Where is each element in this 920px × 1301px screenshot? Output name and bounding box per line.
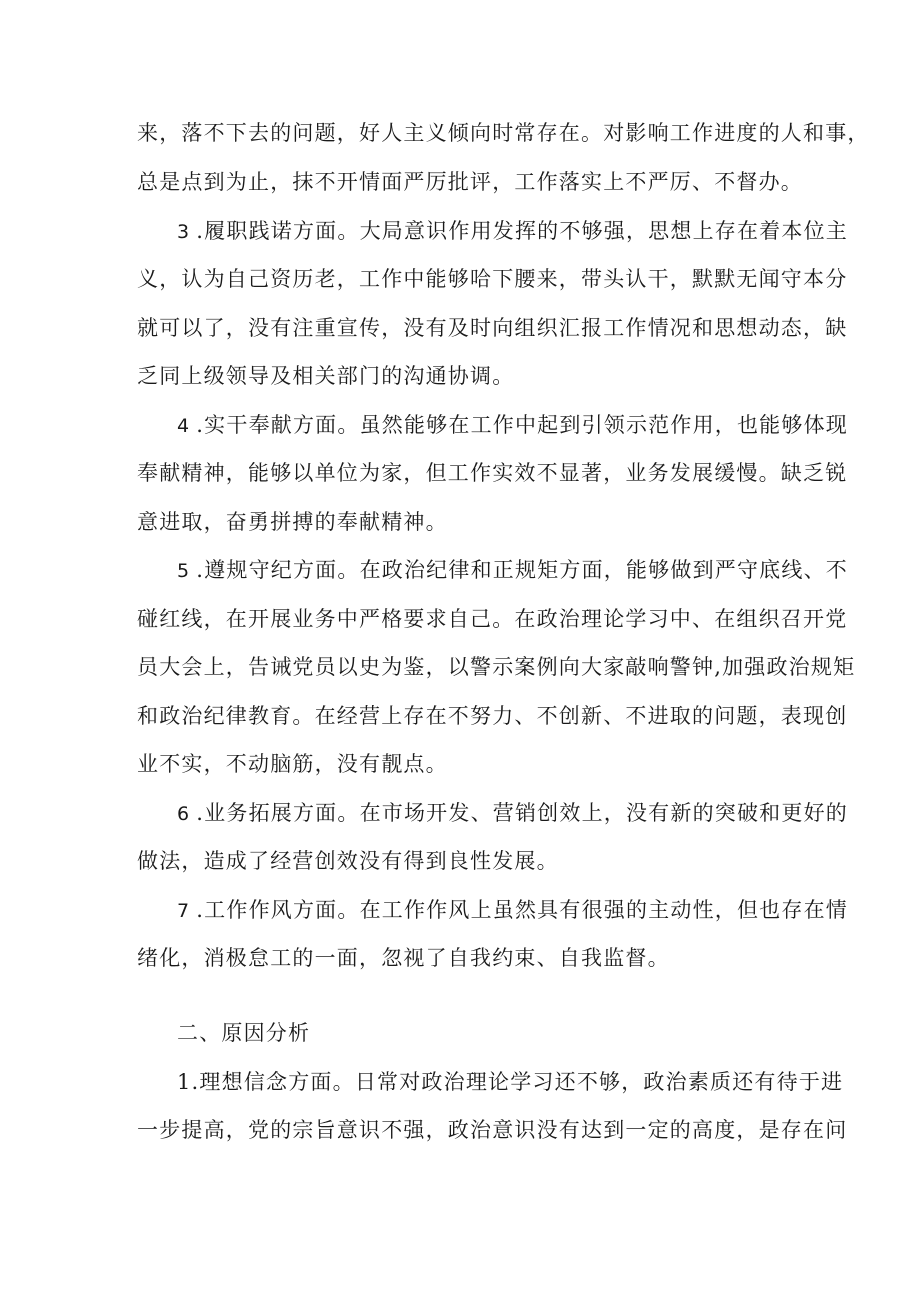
text-line: 绪化，消极怠工的一面，忽视了自我约束、自我监督。	[137, 946, 670, 970]
text-line: .实干奉献方面。虽然能够在工作中起到引领示范作用，也能够体现	[196, 413, 848, 437]
text-line: .遵规守纪方面。在政治纪律和正规矩方面，能够做到严守底线、不	[196, 558, 848, 582]
text-line: 就可以了，没有注重宣传，没有及时向组织汇报工作情况和思想动态，缺	[137, 316, 848, 340]
text-line: 来，落不下去的问题，好人主义倾向时常存在。对影响工作进度的人和事，	[137, 121, 870, 145]
text-line: 做法，造成了经营创效没有得到良性发展。	[137, 849, 559, 873]
paragraph-number: 7	[177, 900, 191, 922]
text-line: 意进取，奋勇拼搏的奉献精神。	[137, 510, 448, 534]
text-line: 业不实，不动脑筋，没有靓点。	[137, 752, 448, 776]
paragraph-number: 4	[177, 415, 191, 437]
paragraph-number: 5	[177, 560, 191, 582]
text-line: 员大会上，告诫党员以史为鉴，以警示案例向大家敲响警钟,加强政治规矩	[137, 655, 856, 679]
paragraph-number: 3	[177, 221, 191, 243]
paragraph-6-first-line	[177, 801, 848, 826]
text-line: .业务拓展方面。在市场开发、营销创效上，没有新的突破和更好的	[196, 801, 848, 825]
text-line: 奉献精神，能够以单位为家，但工作实效不显著，业务发展缓慢。缺乏锐	[137, 461, 848, 485]
text-line: .履职践诺方面。大局意识作用发挥的不够强，思想上存在着本位主	[196, 219, 848, 243]
section-heading: 二、原因分析	[177, 1021, 311, 1045]
text-line: 碰红线，在开展业务中严格要求自己。在政治理论学习中、在组织召开党	[137, 607, 848, 631]
text-line: 乏同上级领导及相关部门的沟通协调。	[137, 364, 515, 388]
paragraph-3-first-line	[177, 219, 848, 244]
text-line: 和政治纪律教育。在经营上存在不努力、不创新、不进取的问题，表现创	[137, 704, 848, 728]
paragraph-4-first-line	[177, 413, 848, 438]
text-line: 总是点到为止，抹不开情面严厉批评，工作落实上不严厉、不督办。	[137, 170, 803, 194]
text-line: 1.理想信念方面。日常对政治理论学习还不够，政治素质还有待于进	[177, 1070, 844, 1094]
paragraph-number: 6	[177, 803, 191, 825]
text-line: .工作作风方面。在工作作风上虽然具有很强的主动性，但也存在情	[196, 898, 848, 922]
text-line: 一步提高，党的宗旨意识不强，政治意识没有达到一定的高度，是存在问	[137, 1118, 848, 1142]
paragraph-5-first-line	[177, 558, 848, 583]
paragraph-7-first-line	[177, 898, 848, 923]
text-line: 义，认为自己资历老，工作中能够哈下腰来，带头认干，默默无闻守本分	[137, 267, 848, 291]
